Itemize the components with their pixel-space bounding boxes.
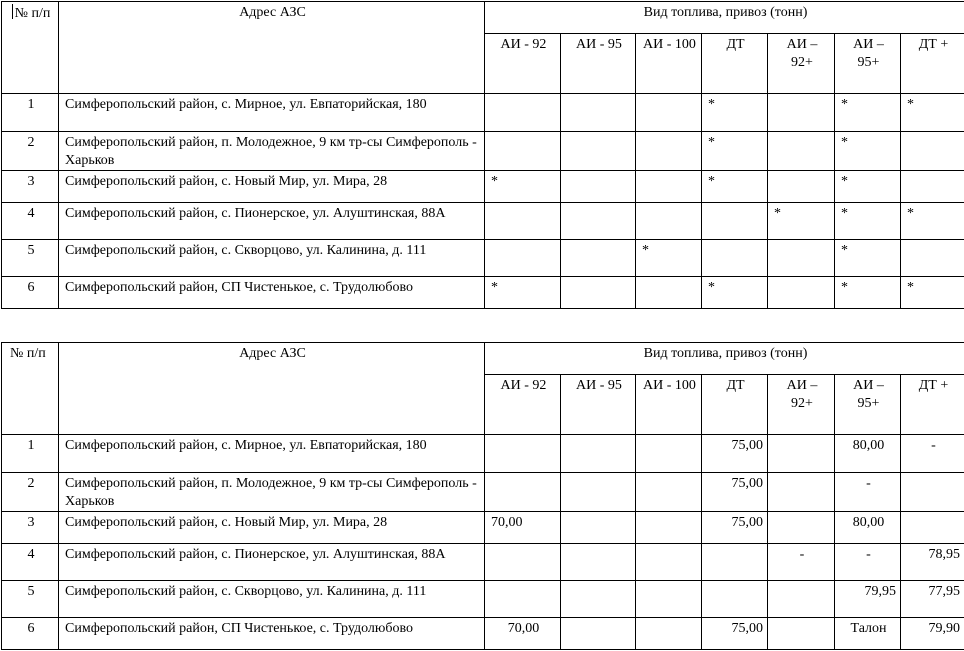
row-number: 5 (2, 240, 59, 277)
fuel-value-cell (768, 473, 835, 512)
fuel-mark-cell: * (901, 203, 964, 240)
fuel-value-cell (561, 473, 636, 512)
header-address: Адрес АЗС (59, 343, 485, 435)
header-fuel: ДТ + (901, 34, 964, 94)
fuel-mark-cell (636, 94, 702, 132)
fuel-mark-cell (768, 277, 835, 309)
fuel-value-cell: - (835, 473, 901, 512)
fuel-value-cell: 80,00 (835, 435, 901, 473)
fuel-mark-cell (901, 132, 964, 171)
row-number: 1 (2, 435, 59, 473)
station-address: Симферопольский район, с. Пионерское, ул. Алуштинская, 88А (59, 203, 485, 240)
station-address: Симферопольский район, СП Чистенькое, с. Трудолюбово (59, 277, 485, 309)
fuel-mark-cell (561, 277, 636, 309)
fuel-value-cell (636, 512, 702, 544)
fuel-value-cell (636, 473, 702, 512)
fuel-mark-cell (901, 240, 964, 277)
row-number: 5 (2, 581, 59, 618)
fuel-mark-cell (636, 132, 702, 171)
station-address: Симферопольский район, с. Скворцово, ул. Калинина, д. 111 (59, 240, 485, 277)
fuel-value-cell: - (835, 544, 901, 581)
fuel-mark-cell: * (835, 132, 901, 171)
station-address: Симферопольский район, п. Молодежное, 9 км тр-сы Симферополь - Харьков (59, 132, 485, 171)
fuel-mark-cell (485, 240, 561, 277)
header-fuel: АИ - 95 (561, 34, 636, 94)
station-address: Симферопольский район, СП Чистенькое, с. Трудолюбово (59, 618, 485, 650)
table-row (2, 544, 964, 581)
fuel-value-cell (561, 581, 636, 618)
header-fuel: АИ - 92 (485, 375, 561, 435)
header-fuel: АИ - 92 (485, 34, 561, 94)
fuel-value-cell (561, 544, 636, 581)
table-row (2, 203, 964, 240)
fuel-value-cell (636, 581, 702, 618)
fuel-value-cell: Талон (835, 618, 901, 650)
header-fuel: ДТ + (901, 375, 964, 435)
fuel-mark-cell (702, 203, 768, 240)
header-fuel-group: Вид топлива, привоз (тонн) (485, 343, 964, 375)
fuel-value-cell: 79,95 (835, 581, 901, 618)
fuel-mark-cell: * (702, 132, 768, 171)
fuel-mark-cell (702, 240, 768, 277)
fuel-mark-cell: * (702, 94, 768, 132)
table-row (2, 94, 964, 132)
fuel-mark-cell (636, 203, 702, 240)
header-fuel: АИ – 95+ (835, 375, 901, 435)
text-cursor (12, 4, 13, 19)
fuel-mark-cell (485, 94, 561, 132)
fuel-mark-cell: * (835, 94, 901, 132)
header-num: № п/п (2, 2, 59, 94)
header-fuel: АИ – 92+ (768, 34, 835, 94)
header-fuel: АИ - 95 (561, 375, 636, 435)
fuel-value-cell: 70,00 (485, 512, 561, 544)
fuel-value-cell (561, 618, 636, 650)
station-address: Симферопольский район, п. Молодежное, 9 км тр-сы Симферополь - Харьков (59, 473, 485, 512)
fuel-value-cell: 70,00 (485, 618, 561, 650)
fuel-value-cell (768, 618, 835, 650)
fuel-value-cell (768, 435, 835, 473)
fuel-value-cell (768, 512, 835, 544)
fuel-mark-cell (636, 171, 702, 203)
fuel-mark-cell (561, 171, 636, 203)
fuel-value-cell: 75,00 (702, 618, 768, 650)
table-row (2, 171, 964, 203)
table-row (2, 473, 964, 512)
fuel-mark-cell: * (835, 277, 901, 309)
fuel-mark-cell (768, 94, 835, 132)
fuel-mark-cell (901, 171, 964, 203)
fuel-mark-cell: * (835, 240, 901, 277)
fuel-marks-table (1, 1, 964, 309)
fuel-delivery-table (1, 342, 964, 650)
fuel-value-cell: 80,00 (835, 512, 901, 544)
row-number: 1 (2, 94, 59, 132)
fuel-mark-cell (485, 203, 561, 240)
fuel-mark-cell (485, 132, 561, 171)
row-number: 4 (2, 544, 59, 581)
station-address: Симферопольский район, с. Скворцово, ул. Калинина, д. 111 (59, 581, 485, 618)
fuel-value-cell: - (768, 544, 835, 581)
fuel-mark-cell: * (702, 277, 768, 309)
fuel-mark-cell (561, 240, 636, 277)
table-row (2, 240, 964, 277)
table-row (2, 618, 964, 650)
header-fuel: АИ - 100 (636, 375, 702, 435)
fuel-mark-cell (561, 94, 636, 132)
fuel-mark-cell (636, 277, 702, 309)
table-row (2, 581, 964, 618)
row-number: 2 (2, 473, 59, 512)
fuel-mark-cell: * (835, 203, 901, 240)
header-fuel: ДТ (702, 34, 768, 94)
header-fuel-group: Вид топлива, привоз (тонн) (485, 2, 964, 34)
fuel-value-cell (901, 512, 964, 544)
fuel-mark-cell (768, 171, 835, 203)
header-address: Адрес АЗС (59, 2, 485, 94)
fuel-value-cell (636, 618, 702, 650)
fuel-value-cell (636, 435, 702, 473)
fuel-mark-cell (561, 132, 636, 171)
fuel-value-cell (485, 473, 561, 512)
station-address: Симферопольский район, с. Мирное, ул. Евпаторийская, 180 (59, 94, 485, 132)
header-fuel: АИ – 92+ (768, 375, 835, 435)
fuel-mark-cell (768, 132, 835, 171)
row-number: 2 (2, 132, 59, 171)
fuel-mark-cell: * (485, 277, 561, 309)
fuel-value-cell (702, 544, 768, 581)
station-address: Симферопольский район, с. Новый Мир, ул. Мира, 28 (59, 512, 485, 544)
fuel-mark-cell: * (485, 171, 561, 203)
header-fuel: АИ – 95+ (835, 34, 901, 94)
fuel-value-cell (485, 581, 561, 618)
fuel-value-cell (485, 435, 561, 473)
station-address: Симферопольский район, с. Пионерское, ул. Алуштинская, 88А (59, 544, 485, 581)
row-number: 3 (2, 171, 59, 203)
fuel-mark-cell: * (636, 240, 702, 277)
table-row (2, 132, 964, 171)
row-number: 3 (2, 512, 59, 544)
fuel-value-cell: 75,00 (702, 512, 768, 544)
fuel-value-cell (702, 581, 768, 618)
fuel-mark-cell: * (768, 203, 835, 240)
fuel-value-cell: - (901, 435, 964, 473)
fuel-mark-cell: * (702, 171, 768, 203)
fuel-value-cell: 77,95 (901, 581, 964, 618)
fuel-value-cell (485, 544, 561, 581)
fuel-value-cell (768, 581, 835, 618)
fuel-mark-cell: * (901, 94, 964, 132)
fuel-value-cell (561, 512, 636, 544)
fuel-value-cell: 79,90 (901, 618, 964, 650)
fuel-mark-cell: * (901, 277, 964, 309)
fuel-value-cell: 75,00 (702, 473, 768, 512)
fuel-mark-cell: * (835, 171, 901, 203)
fuel-value-cell (561, 435, 636, 473)
header-num: № п/п (2, 343, 59, 435)
station-address: Симферопольский район, с. Новый Мир, ул. Мира, 28 (59, 171, 485, 203)
header-fuel: АИ - 100 (636, 34, 702, 94)
fuel-value-cell: 75,00 (702, 435, 768, 473)
fuel-mark-cell (561, 203, 636, 240)
row-number: 6 (2, 277, 59, 309)
header-fuel: ДТ (702, 375, 768, 435)
table-row (2, 277, 964, 309)
fuel-value-cell (901, 473, 964, 512)
station-address: Симферопольский район, с. Мирное, ул. Евпаторийская, 180 (59, 435, 485, 473)
row-number: 4 (2, 203, 59, 240)
table-row (2, 512, 964, 544)
fuel-value-cell (636, 544, 702, 581)
row-number: 6 (2, 618, 59, 650)
fuel-value-cell: 78,95 (901, 544, 964, 581)
table-row (2, 435, 964, 473)
fuel-mark-cell (768, 240, 835, 277)
